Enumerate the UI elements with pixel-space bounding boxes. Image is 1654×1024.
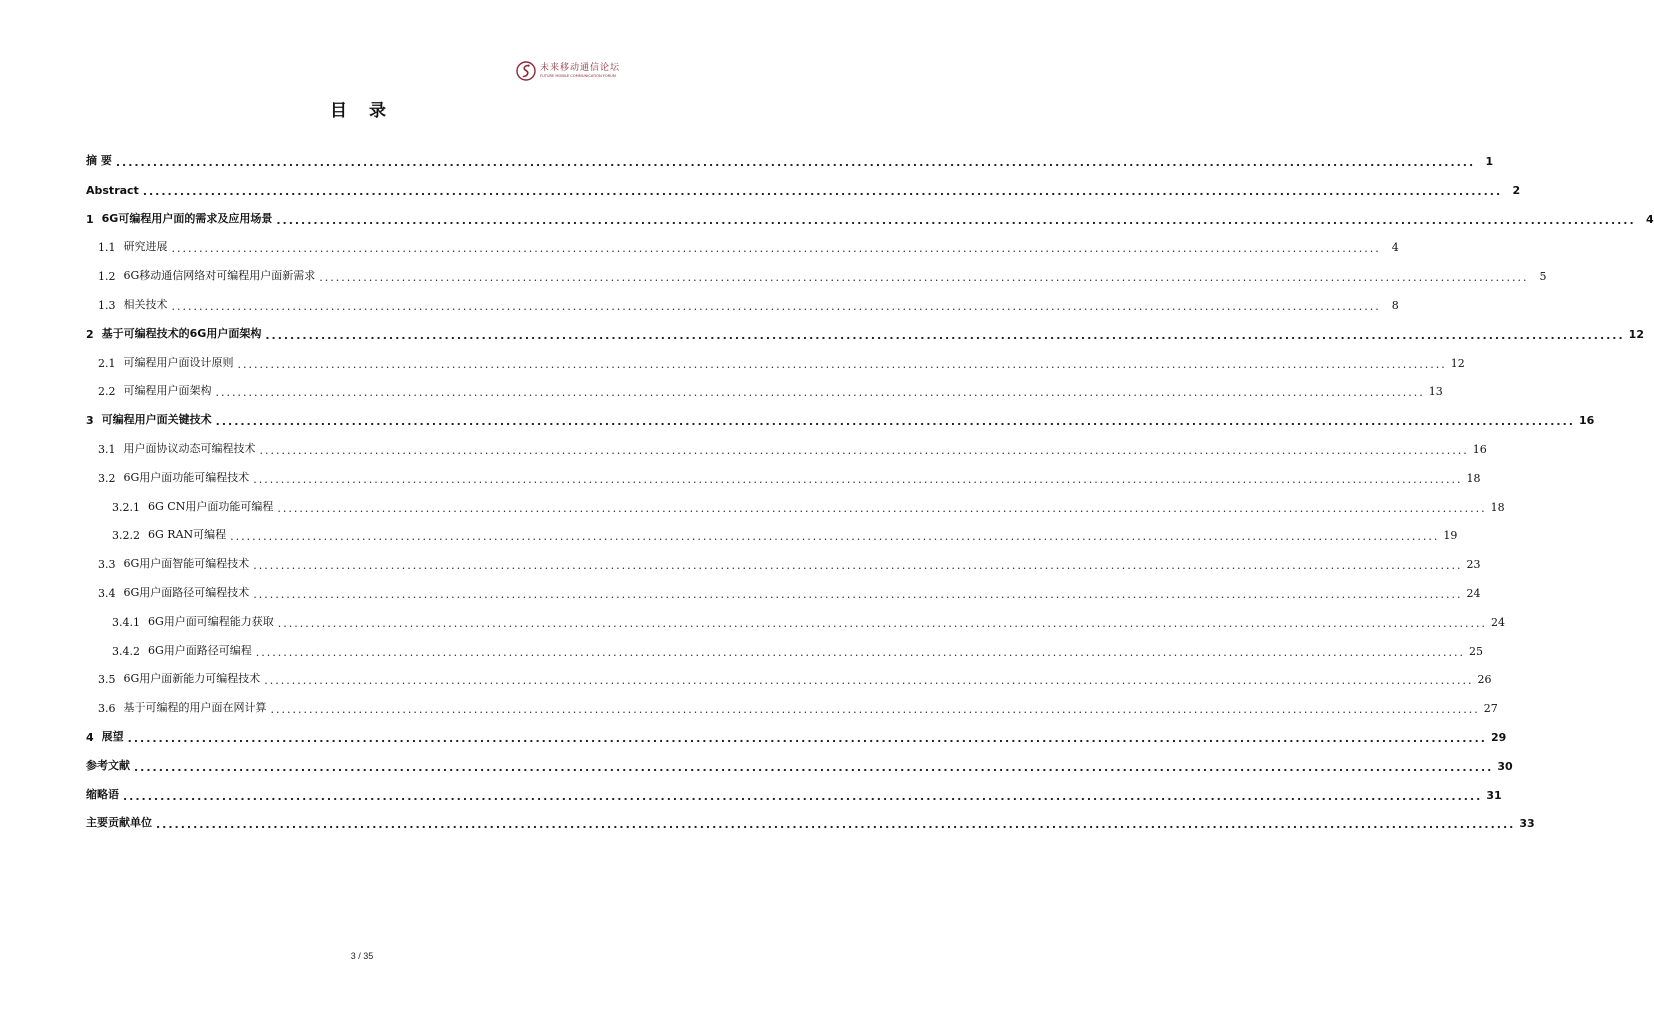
toc-entry-title: 基于可编程技术的6G用户面架构: [101, 326, 262, 340]
toc-entry-title: 6G RAN可编程: [148, 528, 227, 542]
toc-entry-title: 6G用户面新能力可编程技术: [123, 672, 261, 686]
toc-entry-number: 1.1: [98, 241, 116, 255]
toc-entry[interactable]: [86, 494, 1505, 515]
toc-entry-number: 3.4.1: [112, 615, 140, 629]
toc-entry[interactable]: [86, 551, 1481, 573]
toc-entry[interactable]: [86, 609, 1506, 630]
forum-name-en: FUTURE MOBILE COMMUNICATION FORUM: [540, 73, 616, 78]
toc-entry[interactable]: [86, 724, 1507, 745]
toc-entry-page: 13: [1428, 385, 1443, 399]
toc-entry-title: 6G用户面路径可编程: [148, 643, 252, 657]
toc-entry-title: 基于可编程的用户面在网计算: [123, 701, 267, 715]
toc-entry-page: 26: [1477, 673, 1492, 687]
toc-entry-page: 2: [1512, 183, 1521, 197]
toc-entry-number: 3.6: [98, 702, 116, 716]
toc-entry[interactable]: [86, 177, 1521, 198]
toc-entry[interactable]: [86, 782, 1502, 803]
toc-entry-title: 主要贡献单位: [86, 816, 152, 830]
toc-entry-page: 29: [1490, 731, 1507, 744]
toc-entry-page: 33: [1519, 817, 1535, 831]
toc-dot-leader: ............................................................................................................................................................................................................................: [127, 732, 1487, 745]
toc-entry-page: 8: [1391, 299, 1399, 312]
toc-entry-number: 1: [86, 212, 94, 226]
forum-logo-icon: [516, 61, 536, 81]
toc-dot-leader: ............................................................................................................................................................................................................................: [115, 156, 1476, 169]
toc-dot-leader: ............................................................................................................................................................................................................................: [265, 328, 1625, 342]
toc-entry[interactable]: [86, 638, 1484, 659]
toc-dot-leader: ............................................................................................................................................................................................................................: [277, 616, 1488, 630]
toc-entry[interactable]: [86, 292, 1399, 313]
toc-entry-page: 24: [1491, 615, 1506, 629]
toc-entry-title: 可编程用户面架构: [123, 384, 212, 398]
toc-entry[interactable]: [86, 263, 1547, 285]
toc-entry-page: 18: [1466, 471, 1481, 485]
toc-entry[interactable]: [86, 206, 1654, 227]
toc-dot-leader: ............................................................................................................................................................................................................................: [215, 386, 1425, 400]
toc-entry[interactable]: [86, 522, 1458, 544]
toc-entry-number: 4: [86, 731, 94, 744]
toc-entry-page: 27: [1483, 702, 1498, 716]
toc-entry-title: 6G可编程用户面的需求及应用场景: [101, 211, 273, 225]
toc-entry[interactable]: [86, 350, 1465, 371]
toc-entry-number: 2.1: [98, 356, 116, 370]
toc-entry-page: 1: [1485, 155, 1494, 168]
toc-dot-leader: ............................................................................................................................................................................................................................: [276, 213, 1636, 227]
toc-dot-leader: ............................................................................................................................................................................................................................: [259, 444, 1469, 457]
toc-entry[interactable]: [86, 666, 1492, 688]
toc-dot-leader: ............................................................................................................................................................................................................................: [156, 818, 1516, 832]
toc-entry-title: 6G用户面路径可编程技术: [123, 586, 250, 599]
page-number: 3 / 35: [350, 951, 374, 961]
toc-entry-title: 用户面协议动态可编程技术: [123, 442, 256, 455]
toc-entry[interactable]: [86, 321, 1644, 342]
toc-entry[interactable]: [86, 378, 1443, 400]
page-title: 目 录: [330, 101, 394, 121]
forum-logo: [516, 60, 628, 82]
toc-entry-title: 6G用户面功能可编程技术: [123, 470, 250, 484]
toc-entry-number: 3.3: [98, 558, 116, 572]
toc-entry-title: 6G用户面可编程能力获取: [148, 614, 274, 628]
toc-dot-leader: ............................................................................................................................................................................................................................: [171, 242, 1381, 256]
toc-entry[interactable]: [86, 695, 1498, 717]
toc-dot-leader: ............................................................................................................................................................................................................................: [171, 300, 1381, 313]
toc-entry-title: 研究进展: [123, 240, 168, 254]
toc-entry[interactable]: [86, 580, 1481, 601]
toc-entry-title: 6G移动通信网络对可编程用户面新需求: [123, 269, 316, 283]
toc-entry-page: 12: [1450, 356, 1465, 370]
forum-name-cn: 未来移动通信论坛: [540, 62, 621, 73]
toc-dot-leader: ............................................................................................................................................................................................................................: [255, 645, 1466, 659]
toc-entry-page: 18: [1490, 500, 1505, 514]
toc-dot-leader: ............................................................................................................................................................................................................................: [253, 588, 1463, 601]
toc-entry-page: 30: [1497, 759, 1513, 773]
toc-entry-number: 3.2.1: [112, 500, 140, 514]
toc-entry-page: 19: [1443, 529, 1458, 543]
toc-dot-leader: ............................................................................................................................................................................................................................: [237, 357, 1447, 371]
toc-entry[interactable]: [86, 465, 1481, 486]
toc-dot-leader: ............................................................................................................................................................................................................................: [142, 184, 1503, 198]
toc-entry-page: 31: [1486, 788, 1502, 802]
toc-dot-leader: ............................................................................................................................................................................................................................: [264, 674, 1474, 688]
toc-dot-leader: ............................................................................................................................................................................................................................: [215, 415, 1575, 429]
toc-entry-page: 4: [1391, 241, 1399, 255]
toc-entry-title: 参考文献: [86, 758, 130, 772]
toc-entry-title: 可编程用户面设计原则: [123, 355, 234, 369]
toc-entry-title: Abstract: [86, 183, 139, 197]
toc-entry-page: 16: [1578, 414, 1595, 428]
toc-dot-leader: ............................................................................................................................................................................................................................: [277, 501, 1487, 515]
toc-entry-number: 3: [86, 414, 94, 428]
toc-entry-number: 2.2: [98, 385, 116, 399]
toc-entry-number: 3.2: [98, 471, 116, 485]
toc-dot-leader: ............................................................................................................................................................................................................................: [123, 789, 1483, 803]
toc-dot-leader: ............................................................................................................................................................................................................................: [253, 559, 1463, 573]
toc-entry[interactable]: [86, 436, 1487, 457]
toc-entry[interactable]: [86, 810, 1535, 832]
toc-entry-number: 3.5: [98, 673, 116, 687]
toc-entry-page: 5: [1539, 270, 1547, 284]
toc-entry[interactable]: [86, 234, 1399, 256]
toc-entry[interactable]: [86, 148, 1494, 169]
toc-entry-page: 4: [1646, 212, 1654, 226]
toc-entry-number: 1.3: [98, 299, 116, 312]
toc-entry-page: 12: [1628, 327, 1644, 341]
toc-entry-title: 摘 要: [86, 154, 112, 167]
toc-entry-title: 缩略语: [86, 787, 119, 801]
toc-entry-number: 3.1: [98, 443, 116, 456]
toc-entry[interactable]: [86, 407, 1595, 429]
toc-entry-page: 23: [1466, 558, 1481, 572]
toc-dot-leader: ............................................................................................................................................................................................................................: [134, 760, 1494, 774]
toc-entry-title: 6G CN用户面功能可编程: [148, 499, 274, 513]
toc-entry[interactable]: [86, 753, 1513, 774]
toc-entry-title: 相关技术: [123, 298, 168, 311]
toc-entry-number: 3.4.2: [112, 644, 140, 658]
toc-dot-leader: ............................................................................................................................................................................................................................: [270, 703, 1480, 717]
toc-dot-leader: ............................................................................................................................................................................................................................: [319, 271, 1529, 285]
toc-entry-title: 展望: [101, 730, 124, 743]
toc-entry-number: 1.2: [98, 270, 116, 284]
toc-entry-number: 3.2.2: [112, 529, 140, 543]
toc-dot-leader: ............................................................................................................................................................................................................................: [230, 530, 1440, 544]
toc-entry-page: 16: [1472, 443, 1487, 456]
toc-entry-number: 2: [86, 327, 94, 341]
toc-entry-number: 3.4: [98, 587, 116, 600]
toc-entry-title: 6G用户面智能可编程技术: [123, 557, 250, 571]
toc-entry-page: 25: [1469, 644, 1484, 658]
toc-dot-leader: ............................................................................................................................................................................................................................: [253, 472, 1463, 486]
toc-entry-page: 24: [1466, 587, 1481, 600]
toc-entry-title: 可编程用户面关键技术: [101, 413, 212, 427]
